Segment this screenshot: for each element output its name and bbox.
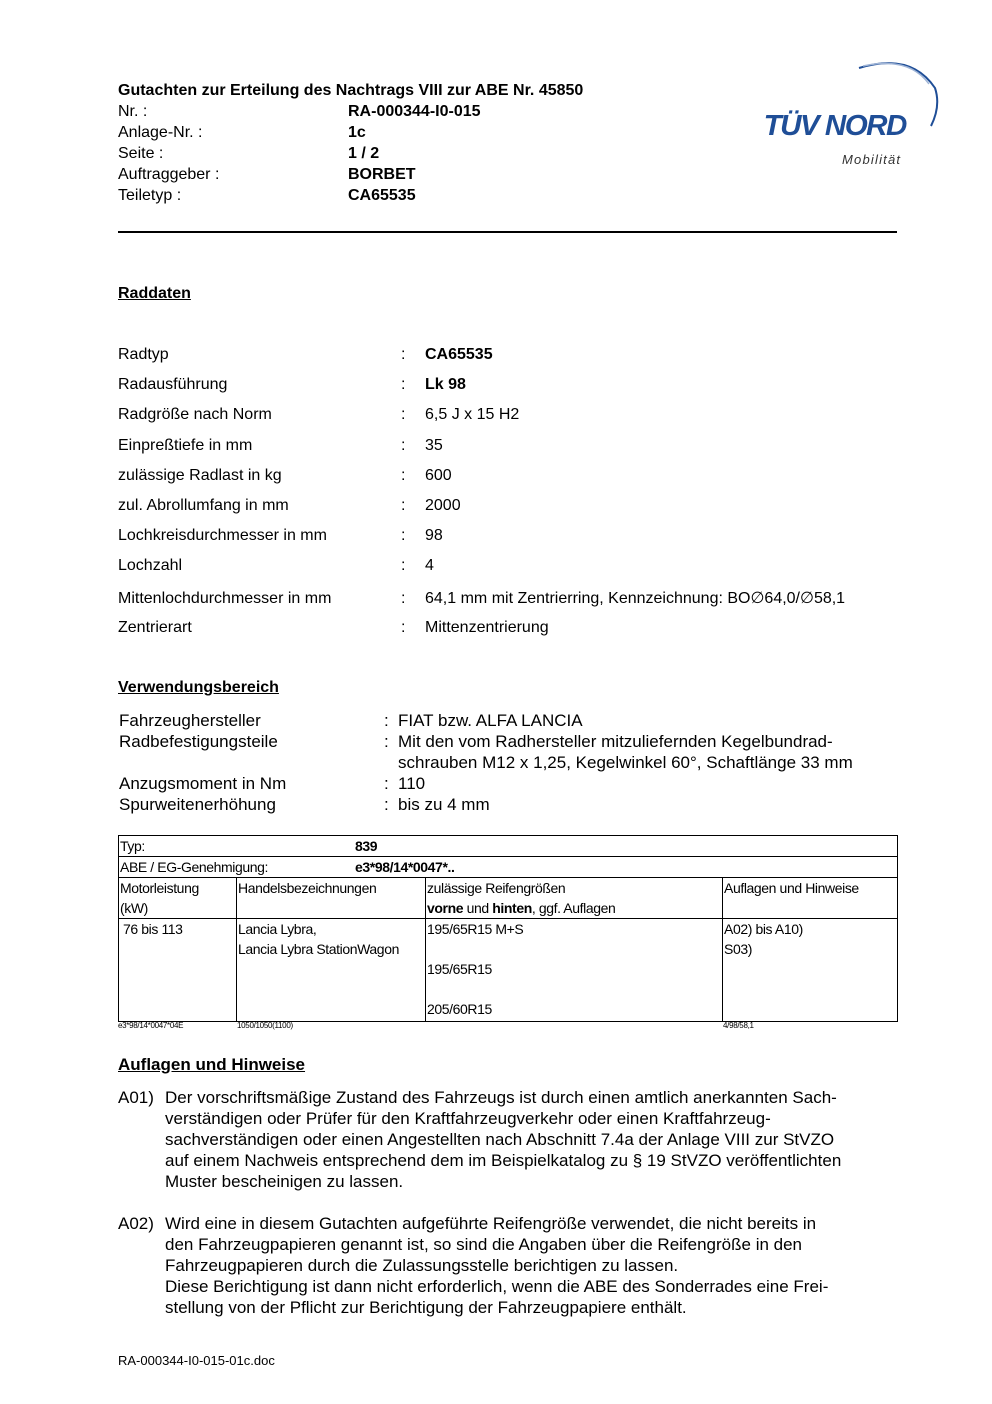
field-label: Lochkreisdurchmesser in mm [118, 527, 327, 545]
typ-value: 839 [355, 838, 378, 854]
document-header [118, 80, 738, 206]
header-label: Auftraggeber : [118, 166, 220, 183]
field-value: Mit den vom Radhersteller mitzuliefernden Kegelbundrad- [398, 732, 833, 751]
cell-text: A02) bis A10) [724, 921, 803, 937]
list-item [118, 586, 898, 618]
section-heading-raddaten: Raddaten [118, 285, 191, 302]
field-label: Einpreßtiefe in mm [118, 436, 253, 454]
field-value: 64,1 mm mit Zentrierring, Kennzeichnung: BO∅64,0/∅58,1 [425, 589, 846, 607]
list-item [118, 435, 898, 465]
header-text-rest: , ggf. Auflagen [531, 900, 616, 916]
footer-filename: RA-000344-I0-015-01c.doc [118, 1353, 275, 1368]
field-label: Anzugsmoment in Nm [119, 774, 287, 793]
field-label: Lochzahl [118, 557, 183, 575]
list-item [118, 465, 898, 495]
field-label: Radbefestigungsteile [119, 732, 278, 751]
table-footnote: 1050/1050(1100) [237, 1021, 293, 1030]
separator: : [401, 466, 406, 484]
header-value: BORBET [348, 166, 416, 183]
text-line: Wird eine in diesem Gutachten aufgeführte Reifengröße verwendet, die nicht bereits in [165, 1214, 817, 1233]
cell-text: Lancia Lybra, [238, 921, 317, 937]
text-line: Der vorschriftsmäßige Zustand des Fahrzeugs ist durch einen amtlich anerkannten Sach- [165, 1088, 837, 1107]
table-cell-tires [426, 919, 723, 1022]
header-text: Motorleistung [120, 880, 199, 896]
section-heading-auflagen: Auflagen und Hinweise [118, 1055, 306, 1074]
field-value: 110 [398, 774, 426, 793]
field-label: zul. Abrollumfang in mm [118, 496, 289, 514]
field-value: 6,5 J x 15 H2 [425, 406, 520, 424]
field-label: Radgröße nach Norm [118, 406, 272, 424]
list-item [118, 731, 898, 773]
logo-wordmark: TÜV NORD [763, 110, 906, 142]
header-row-seite [118, 143, 738, 164]
field-label: Spurweitenerhöhung [119, 795, 276, 814]
cell-text: 195/65R15 [427, 961, 492, 977]
separator: : [401, 589, 406, 607]
list-item [118, 404, 898, 434]
header-motorleistung [119, 878, 237, 919]
item-text [165, 1087, 903, 1192]
list-item [118, 773, 898, 794]
cell-text: Lancia Lybra StationWagon [238, 941, 399, 957]
separator: : [384, 732, 389, 751]
tuv-nord-logo [765, 58, 945, 170]
typ-label: Typ: [120, 838, 145, 854]
list-item [118, 617, 898, 647]
table-cell-notes [723, 919, 898, 1022]
list-item [118, 1213, 903, 1318]
header-text: Auflagen und Hinweise [724, 880, 859, 896]
text-line: stellung von der Pflicht zur Berichtigung der Fahrzeugpapiere enthält. [165, 1298, 687, 1317]
table-footnote: e3*98/14*0047*04E [118, 1021, 184, 1030]
header-auflagen [723, 878, 898, 919]
cell-text [427, 979, 721, 999]
field-label: Radtyp [118, 346, 169, 363]
field-label: Zentrierart [118, 619, 192, 636]
header-value: 1 / 2 [348, 145, 380, 162]
table-cell-power [119, 919, 237, 1022]
section-heading-verwendungsbereich: Verwendungsbereich [118, 679, 279, 696]
table-cell-names [237, 919, 426, 1022]
abe-cell [119, 857, 898, 878]
header-handelsbezeichnungen [237, 878, 426, 919]
cell-text [427, 939, 721, 959]
header-text: Handelsbezeichnungen [238, 880, 377, 896]
separator: : [384, 795, 389, 814]
field-value: 4 [425, 557, 434, 575]
raddaten-list [118, 344, 898, 647]
header-reifengroessen [426, 878, 723, 919]
separator: : [401, 527, 406, 545]
field-value: 600 [425, 466, 452, 484]
header-bold-vorne: vorne [427, 900, 464, 916]
field-label: zulässige Radlast in kg [118, 466, 282, 484]
field-value-continued: schrauben M12 x 1,25, Kegelwinkel 60°, Schaftlänge 33 mm [398, 753, 853, 772]
field-value: FIAT bzw. ALFA LANCIA [398, 711, 583, 730]
auflagen-list [118, 1087, 903, 1339]
table-footnote: 4/98/58,1 [723, 1021, 754, 1030]
document-title: Gutachten zur Erteilung des Nachtrags VIII zur ABE Nr. 45850 [118, 82, 584, 99]
header-divider [118, 231, 897, 233]
table-header-row [119, 878, 898, 919]
separator: : [401, 346, 406, 363]
field-value: CA65535 [425, 346, 493, 363]
header-label: Seite : [118, 145, 164, 162]
separator: : [401, 557, 406, 575]
field-value: 2000 [425, 496, 461, 514]
list-item [118, 344, 898, 374]
field-value: Mittenzentrierung [425, 619, 549, 636]
text-line: Fahrzeugpapieren durch die Zulassungsstelle berichtigen zu lassen. [165, 1256, 679, 1275]
header-text: zulässige Reifengrößen [427, 880, 566, 896]
list-item [118, 555, 898, 585]
list-item [118, 374, 898, 404]
field-label: Fahrzeughersteller [119, 711, 261, 730]
field-value: 35 [425, 436, 443, 454]
cell-text: 195/65R15 M+S [427, 921, 524, 937]
header-text: (kW) [120, 900, 148, 916]
abe-label: ABE / EG-Genehmigung: [120, 859, 269, 875]
cell-text: 76 bis 113 [123, 921, 183, 937]
item-text [165, 1213, 903, 1318]
header-text [427, 898, 721, 918]
vehicle-table [118, 835, 898, 1022]
separator: : [384, 774, 389, 793]
header-value: 1c [348, 124, 366, 141]
list-item [118, 1087, 903, 1192]
field-value: Lk 98 [425, 376, 466, 394]
list-item [118, 794, 898, 815]
separator: : [384, 711, 389, 730]
typ-cell [119, 836, 898, 857]
text-line: auf einem Nachweis entsprechend dem im Beispielkatalog zu § 19 StVZO veröffentlichten [165, 1151, 842, 1170]
separator: : [401, 619, 406, 636]
separator: : [401, 436, 406, 454]
field-value: 98 [425, 527, 443, 545]
text-line: Muster bescheinigen zu lassen. [165, 1172, 404, 1191]
field-value: bis zu 4 mm [398, 795, 490, 814]
header-row-nr [118, 101, 738, 122]
list-item [118, 495, 898, 525]
item-key: A01) [118, 1088, 154, 1107]
text-line: sachverständigen oder einen Angestellten nach Abschnitt 7.4a der Anlage VIII zur StVZO [165, 1130, 835, 1149]
text-line: Diese Berichtigung ist dann nicht erforderlich, wenn die ABE des Sonderrades eine Frei- [165, 1277, 829, 1296]
header-value: RA-000344-I0-015 [348, 103, 481, 120]
abe-value: e3*98/14*0047*.. [355, 859, 455, 875]
header-row-anlage [118, 122, 738, 143]
verwendung-list [118, 710, 898, 815]
header-label: Anlage-Nr. : [118, 124, 203, 141]
table-row-abe [119, 857, 898, 878]
separator: : [401, 376, 406, 394]
logo-subtitle: Mobilität [842, 152, 902, 167]
header-label: Teiletyp : [118, 187, 182, 204]
header-label: Nr. : [118, 103, 148, 120]
cell-text: 205/60R15 [427, 1001, 492, 1017]
header-bold-hinten: hinten [492, 900, 532, 916]
header-row-auftraggeber [118, 164, 738, 185]
field-label: Radausführung [118, 376, 228, 394]
list-item [118, 525, 898, 555]
header-text-mid: und [463, 900, 493, 916]
text-line: den Fahrzeugpapieren genannt ist, so sind die Angaben über die Reifengröße in den [165, 1235, 803, 1254]
item-key: A02) [118, 1214, 154, 1233]
cell-text: S03) [724, 941, 752, 957]
text-line: verständigen oder Prüfer für den Kraftfahrzeugverkehr oder einen Kraftfahrzeug- [165, 1109, 771, 1128]
header-value: CA65535 [348, 187, 416, 204]
table-row [119, 919, 898, 1022]
field-label: Mittenlochdurchmesser in mm [118, 589, 332, 607]
separator: : [401, 496, 406, 514]
separator: : [401, 406, 406, 424]
table-row-typ [119, 836, 898, 857]
list-item [118, 710, 898, 731]
header-row-teiletyp [118, 185, 738, 206]
